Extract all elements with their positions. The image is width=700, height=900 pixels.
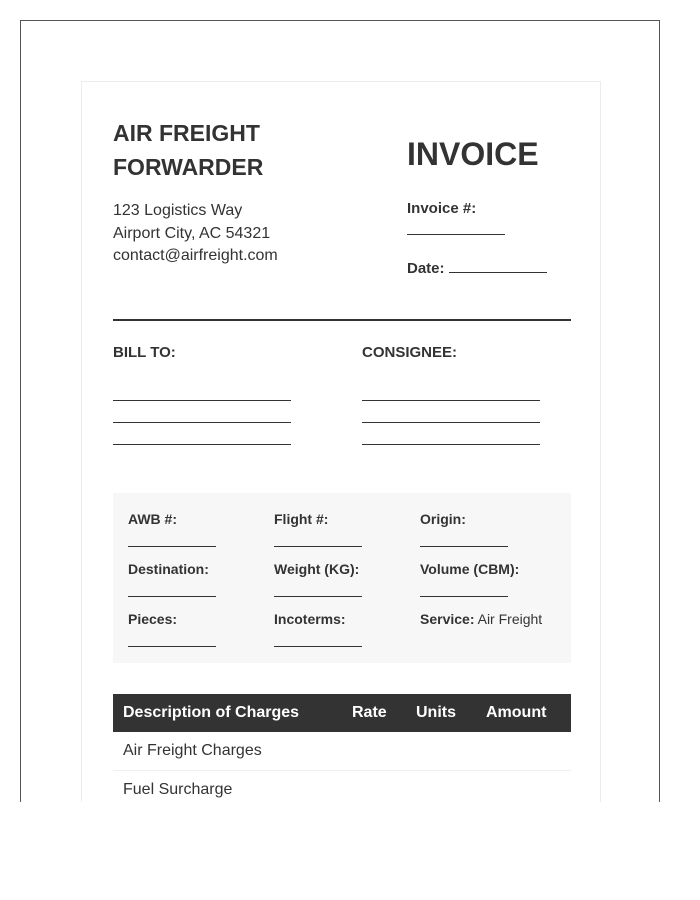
consignee-title: CONSIGNEE:: [362, 344, 458, 361]
header-rate: Rate: [352, 704, 387, 721]
destination-field: [128, 561, 268, 597]
awb-blank: [128, 530, 216, 547]
charges-table-header: [113, 694, 571, 732]
header-units: Units: [416, 704, 456, 721]
invoice-page: [81, 81, 601, 802]
table-row: [113, 732, 571, 771]
volume-blank: [420, 580, 508, 597]
header-amount: Amount: [486, 704, 547, 721]
destination-blank: [128, 580, 216, 597]
invoice-meta: [407, 134, 587, 280]
invoice-number-label: Invoice #:: [407, 200, 477, 217]
consignee-block: [362, 344, 562, 445]
charge-description: Air Freight Charges: [123, 742, 262, 759]
volume-field: [420, 561, 560, 597]
pieces-label: Pieces:: [128, 611, 178, 627]
bill-to-blank-line: [113, 379, 291, 401]
pieces-blank: [128, 630, 216, 647]
bill-to-title: BILL TO:: [113, 344, 176, 361]
incoterms-blank: [274, 630, 362, 647]
company-email: contact@airfreight.com: [113, 247, 278, 264]
charges-table: [113, 694, 571, 802]
consignee-blank-line: [362, 423, 540, 445]
awb-field: [128, 511, 268, 547]
origin-blank: [420, 530, 508, 547]
bill-to-blank-line: [113, 423, 291, 445]
invoice-number-blank: [407, 220, 505, 235]
invoice-date-label: Date:: [407, 260, 445, 277]
invoice-date-field: [407, 258, 587, 280]
incoterms-label: Incoterms:: [274, 611, 346, 627]
viewer-frame: [20, 20, 660, 802]
consignee-blank-line: [362, 401, 540, 423]
service-label: Service:: [420, 611, 475, 627]
consignee-blank-line: [362, 379, 540, 401]
charge-description: Fuel Surcharge: [123, 781, 233, 798]
company-name: [113, 116, 343, 184]
service-value: Air Freight: [477, 611, 543, 627]
header-description: Description of Charges: [123, 704, 300, 721]
bill-to-lines: [113, 379, 313, 445]
weight-blank: [274, 580, 362, 597]
bill-to-block: [113, 344, 313, 445]
company-address: [113, 200, 343, 268]
pieces-field: [128, 611, 268, 647]
invoice-title: INVOICE: [407, 136, 539, 172]
header-divider: [113, 319, 571, 321]
flight-blank: [274, 530, 362, 547]
company-block: [113, 116, 343, 268]
awb-label: AWB #:: [128, 511, 177, 527]
origin-field: [420, 511, 560, 547]
address-street: 123 Logistics Way: [113, 202, 243, 219]
company-name-line2: FORWARDER: [113, 154, 264, 180]
invoice-date-blank: [449, 258, 547, 273]
shipment-details: [113, 493, 571, 663]
address-city: Airport City, AC 54321: [113, 224, 271, 242]
volume-label: Volume (CBM):: [420, 561, 520, 577]
flight-field: [274, 511, 414, 547]
service-field: [420, 611, 570, 627]
company-name-line1: AIR FREIGHT: [113, 120, 260, 146]
destination-label: Destination:: [128, 561, 209, 577]
table-row: [113, 771, 571, 802]
consignee-lines: [362, 379, 562, 445]
weight-label: Weight (KG):: [274, 561, 360, 577]
weight-field: [274, 561, 414, 597]
bill-to-blank-line: [113, 401, 291, 423]
flight-label: Flight #:: [274, 511, 329, 527]
origin-label: Origin:: [420, 511, 466, 527]
invoice-number-field: [407, 198, 587, 242]
incoterms-field: [274, 611, 414, 647]
